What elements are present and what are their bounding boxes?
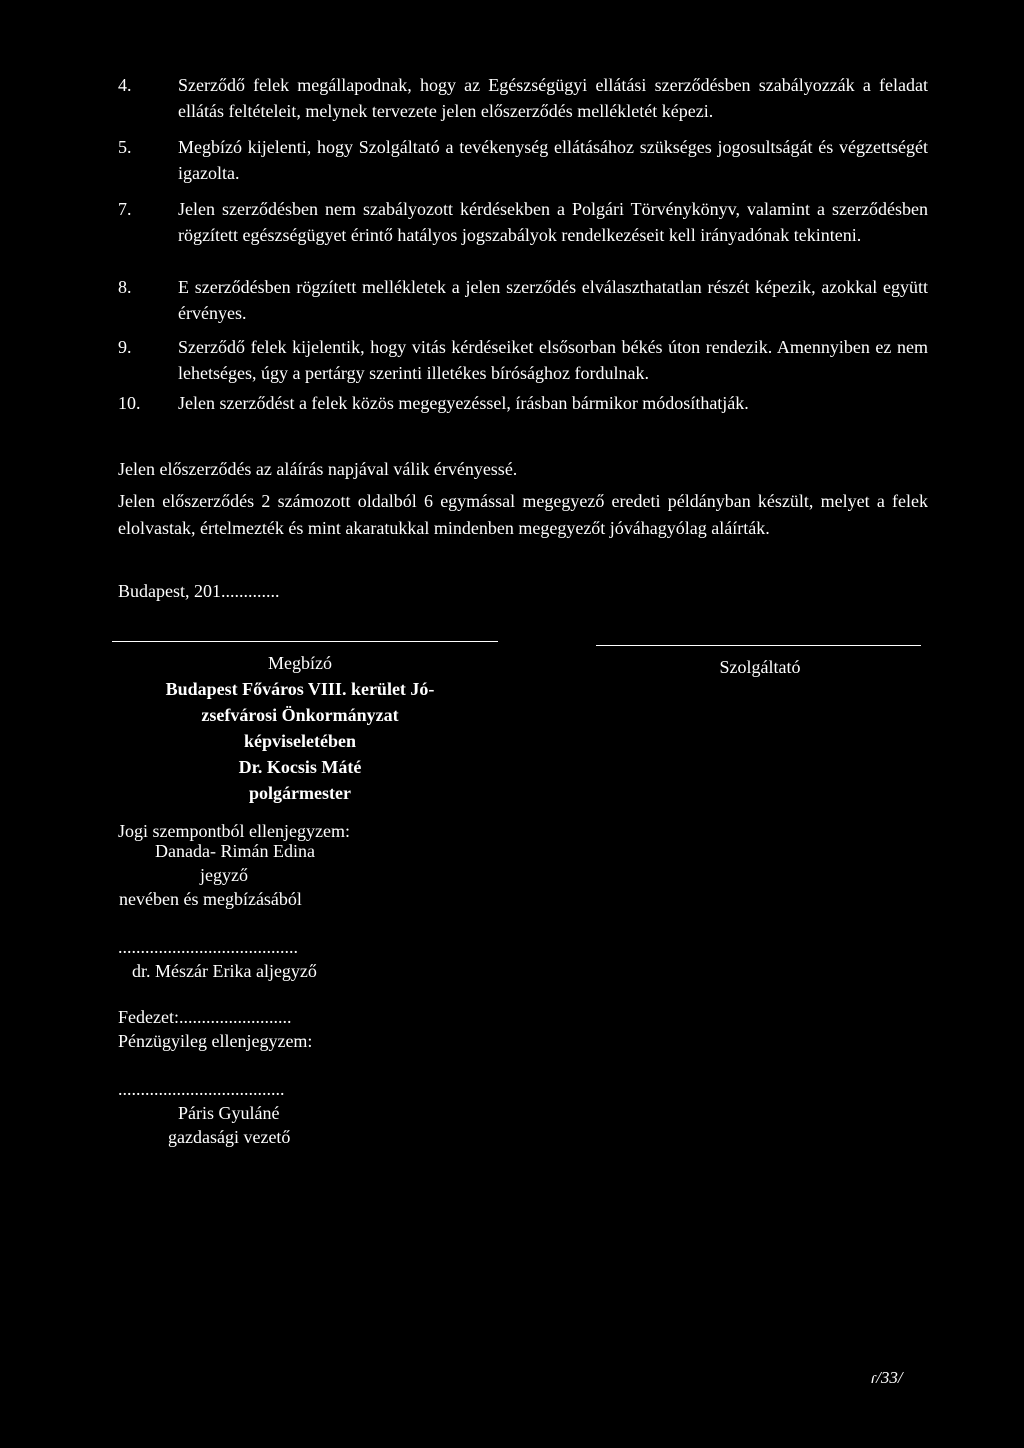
principal-title: polgármester (249, 783, 351, 803)
clause-5 (118, 134, 928, 186)
clause-10 (118, 390, 928, 416)
finance-signature-dots: ..................................... (118, 1079, 285, 1099)
clause-8 (118, 274, 928, 326)
principal-signature-line (112, 641, 498, 642)
clause-number: 7. (118, 199, 132, 219)
provider-role: Szolgáltató (719, 657, 801, 677)
clause-text: E szerződésben rögzített mellékletek a jelen szerződés elválaszthatatlan részét képezik, azokkal együtt érvényes. (178, 277, 928, 323)
principal-name: Dr. Kocsis Máté (238, 757, 362, 777)
principal-org-line2: zsefvárosi Önkormányzat (201, 705, 399, 725)
place-date: Budapest, 201............. (118, 581, 280, 601)
copies-sentence: Jelen előszerződés 2 számozott oldalból 6 egymással megegyező eredeti példányban készült, melyet a felek elolvastak, értelmezték és mint akaratukkal mindenben megegyezőt jóváhagyólag aláírták. (118, 491, 928, 538)
clause-text: Megbízó kijelenti, hogy Szolgáltató a tevékenység ellátásához szükséges jogosultságát és végzettségét igazolta. (178, 137, 928, 183)
coverage-field: Fedezet:......................... (118, 1007, 292, 1027)
legal-countersign-label: Jogi szempontból ellenjegyzem: (118, 821, 350, 841)
clause-9 (118, 334, 928, 386)
legal-countersign-name: Danada- Rimán Edina (155, 841, 315, 861)
legal-countersign-on-behalf: nevében és megbízásából (119, 889, 302, 909)
clause-text: Jelen szerződésben nem szabályozott kérdésekben a Polgári Törvénykönyv, valamint a szerződésben rögzített egészségügyet érintő hatályos jogszabályok rendelkezéseit kell irányadónak tekinteni. (178, 199, 928, 245)
page-number-mark: ɾ/33/ (870, 1368, 903, 1387)
principal-org-line1: Budapest Főváros VIII. kerület Jó- (165, 679, 435, 699)
finance-signer-title: gazdasági vezető (168, 1127, 291, 1147)
clause-4 (118, 72, 928, 124)
clause-number: 5. (118, 137, 132, 157)
clause-number: 9. (118, 337, 132, 357)
provider-signature-line (596, 645, 921, 646)
clause-text: Jelen szerződést a felek közös megegyezéssel, írásban bármikor módosíthatják. (178, 393, 749, 413)
legal-countersign-title: jegyző (200, 865, 248, 885)
principal-role: Megbízó (268, 653, 332, 673)
clause-text: Szerződő felek megállapodnak, hogy az Egészségügyi ellátási szerződésben szabályozzák a feladat ellátás feltételeit, melynek tervezete jelen előszerződés mellékletét képezi. (178, 75, 928, 121)
finance-signer-name: Páris Gyuláné (178, 1103, 280, 1123)
clause-number: 10. (118, 393, 141, 413)
validity-sentence: Jelen előszerződés az aláírás napjával válik érvényessé. (118, 459, 518, 479)
clause-number: 8. (118, 277, 132, 297)
legal-signer: dr. Mészár Erika aljegyző (132, 961, 317, 981)
clause-number: 4. (118, 75, 132, 95)
clause-7 (118, 196, 928, 248)
clause-text: Szerződő felek kijelentik, hogy vitás kérdéseiket elsősorban békés úton rendezik. Amennyiben ez nem lehetséges, úgy a pertárgy szerinti illetékes bírósághoz fordulnak. (178, 337, 928, 383)
legal-signature-dots: ........................................ (118, 937, 298, 957)
finance-countersign-label: Pénzügyileg ellenjegyzem: (118, 1031, 313, 1051)
principal-representation: képviseletében (244, 731, 356, 751)
